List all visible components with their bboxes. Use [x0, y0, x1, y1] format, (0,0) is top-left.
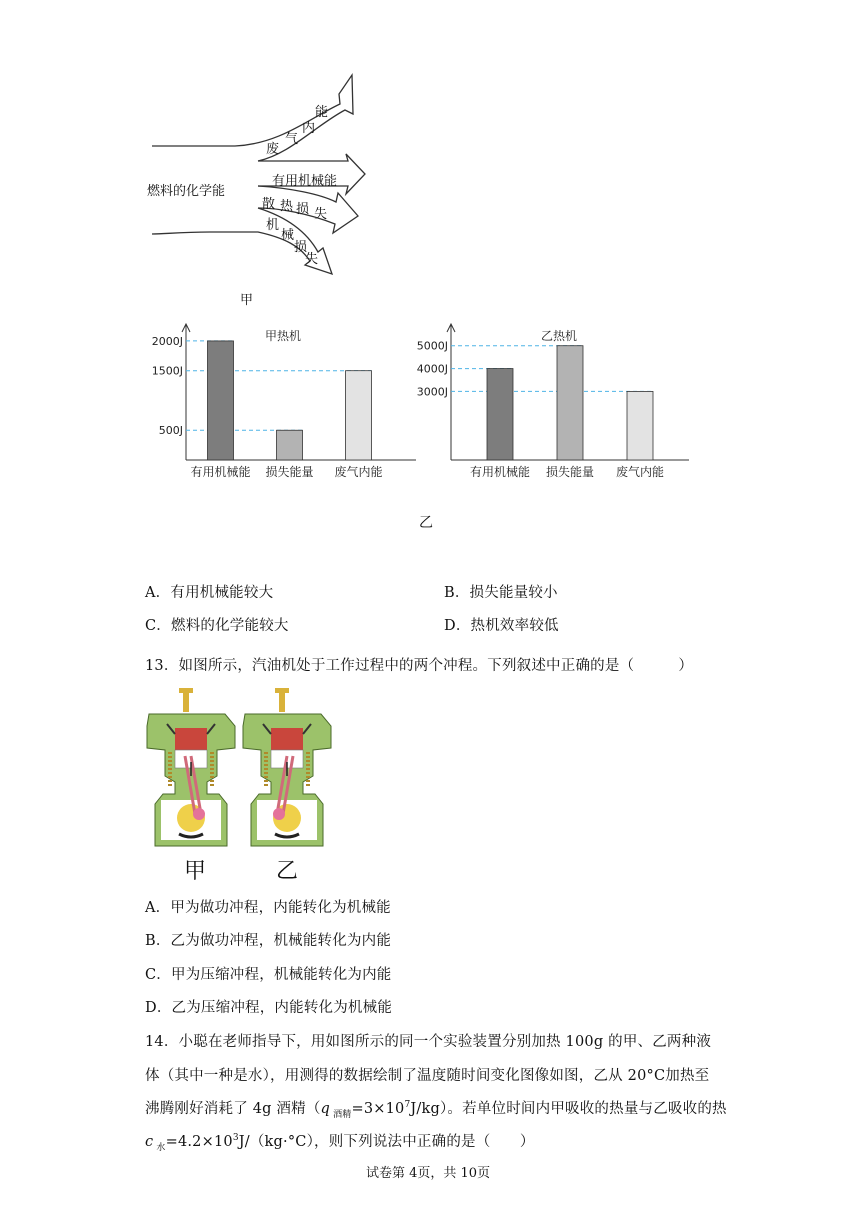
- mech-loss-char-1: 机: [266, 218, 280, 233]
- mech-loss-char-4: 失: [305, 252, 319, 267]
- q-symbol: q: [320, 1101, 331, 1117]
- q12-option-b: B．损失能量较小: [444, 585, 558, 601]
- c-symbol: c: [145, 1134, 154, 1150]
- q-exponent: 7: [404, 1100, 411, 1111]
- bar-2: [277, 430, 303, 460]
- mech-loss-char-2: 械: [281, 228, 295, 243]
- exhaust-char-1: 废: [266, 142, 280, 157]
- engine-label-yi: 乙: [276, 859, 299, 884]
- heat-loss-char-3: 损: [296, 202, 310, 217]
- chart-title: 乙热机: [540, 329, 578, 343]
- category-label: 废气内能: [615, 465, 665, 479]
- c-exponent: 3: [232, 1133, 239, 1144]
- q-subscript: 酒精: [330, 1109, 352, 1120]
- bar-3: [627, 391, 653, 460]
- y-tick-label: 2000J: [151, 334, 183, 348]
- heat-loss-char-1: 散: [262, 197, 276, 212]
- bar-3: [346, 371, 372, 460]
- y-tick-label: 4000J: [416, 362, 448, 376]
- y-tick-label: 5000J: [416, 339, 448, 353]
- mech-loss-char-3: 损: [294, 240, 308, 255]
- bar-2: [557, 346, 583, 460]
- exhaust-char-4: 能: [315, 105, 329, 120]
- heat-loss-char-2: 热: [280, 199, 294, 214]
- exhaust-char-2: 气: [285, 132, 299, 147]
- engine-yi: [243, 688, 331, 846]
- q14-line-2: 体（其中一种是水），用测得的数据绘制了温度随时间变化图像如图，乙从 20°C加热至: [145, 1068, 710, 1084]
- q14-line-3c: J/kg）。若单位时间内甲吸收的热量与乙吸收的热: [410, 1101, 727, 1117]
- q14-line-1: 14．小聪在老师指导下，用如图所示的同一个实验装置分别加热 100g 的甲、乙两种液: [145, 1034, 712, 1050]
- q14-line-4b: J/（kg·°C），则下列说法中正确的是（ ）: [238, 1134, 535, 1150]
- c-subscript: 水: [153, 1142, 166, 1153]
- y-tick-label: 3000J: [416, 385, 448, 399]
- energy-flow-diagram: [140, 66, 380, 286]
- source-label: 燃料的化学能: [147, 184, 226, 199]
- chart-yi: [405, 320, 695, 490]
- bar-1: [208, 341, 234, 460]
- engine-label-jia: 甲: [184, 859, 207, 884]
- q13-stem: 13．如图所示，汽油机处于工作过程中的两个冲程。下列叙述中正确的是（ ）: [145, 658, 694, 674]
- category-label: 有用机械能: [190, 465, 251, 479]
- q14-line-4: [145, 1130, 535, 1153]
- chart-caption: 乙: [419, 515, 433, 531]
- q14-line-3: [145, 1097, 727, 1120]
- engine-figure: [145, 686, 335, 886]
- bar-1: [487, 369, 513, 460]
- q13-option-c: C．甲为压缩冲程，机械能转化为内能: [145, 967, 392, 983]
- chart-jia: [140, 320, 420, 490]
- q12-option-c: C．燃料的化学能较大: [145, 618, 289, 634]
- category-label: 废气内能: [334, 465, 383, 479]
- y-tick-label: 1500J: [151, 364, 183, 378]
- q14-line-4a: =4.2×10: [165, 1134, 233, 1150]
- q13-option-d: D．乙为压缩冲程，内能转化为机械能: [145, 1000, 393, 1016]
- sankey-caption: 甲: [240, 293, 254, 308]
- q12-option-a: A．有用机械能较大: [145, 585, 274, 601]
- category-label: 损失能量: [545, 465, 595, 479]
- page-footer: 试卷第 4页，共 10页: [366, 1166, 491, 1181]
- exhaust-char-3: 内: [302, 121, 316, 136]
- q13-option-a: A．甲为做功冲程，内能转化为机械能: [145, 900, 391, 916]
- q14-line-3a: 沸腾刚好消耗了 4g 酒精（: [145, 1101, 321, 1117]
- useful-label: 有用机械能: [272, 174, 338, 189]
- chart-title: 甲热机: [264, 329, 302, 343]
- q14-line-3b: =3×10: [351, 1101, 405, 1117]
- category-label: 损失能量: [265, 465, 314, 479]
- engine-jia: [147, 688, 235, 846]
- q13-option-b: B．乙为做功冲程，机械能转化为内能: [145, 933, 392, 949]
- category-label: 有用机械能: [469, 465, 531, 479]
- y-tick-label: 500J: [158, 424, 183, 438]
- q12-option-d: D．热机效率较低: [444, 618, 559, 634]
- heat-loss-char-4: 失: [314, 207, 328, 222]
